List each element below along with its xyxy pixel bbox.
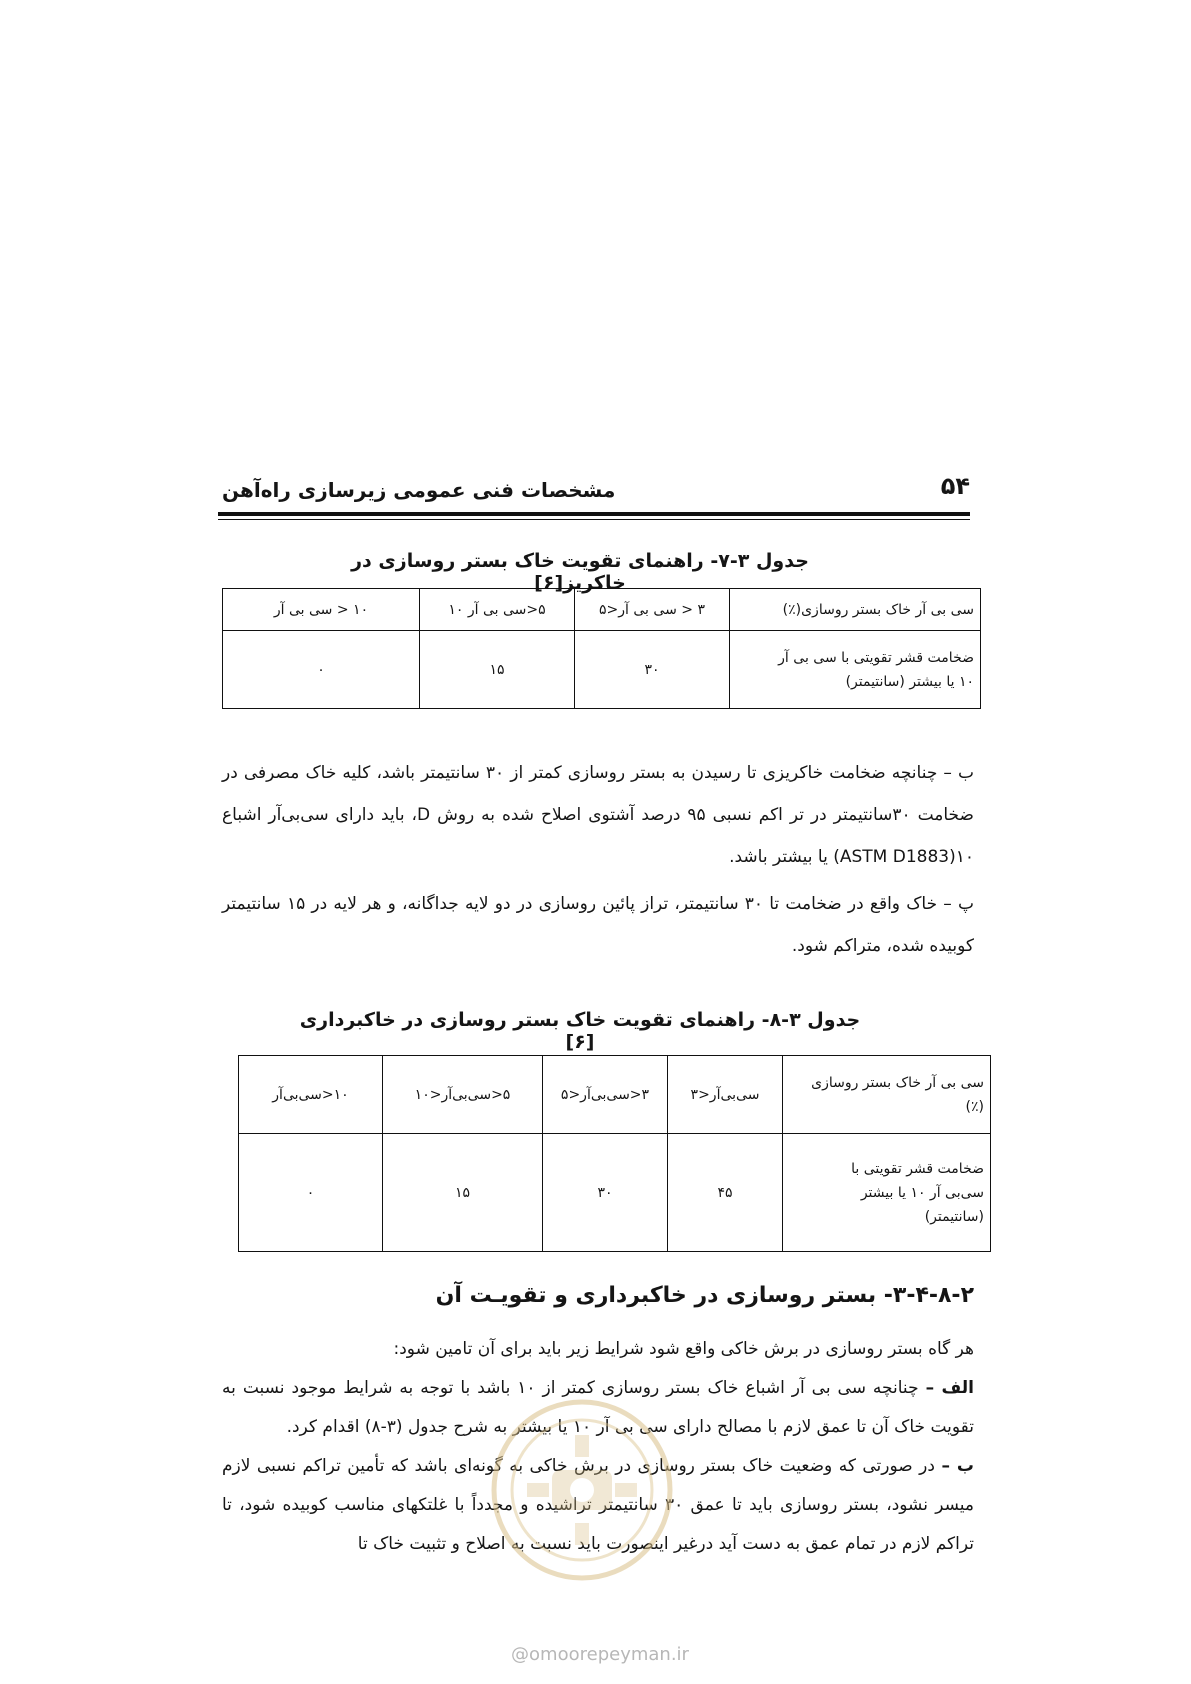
header-rule-thin [218,519,970,520]
table2-value-cell: ۰ [239,1134,383,1252]
table2-row-label-line: سی‌بی آر ۱۰ یا بیشتر [860,1184,984,1201]
section-intro: هر گاه بستر روسازی در برش خاکی واقع شود شرایط زیر باید برای آن تامین شود: [393,1339,974,1359]
table2-header-cell: ۳<سی‌بی‌آر<۵ [543,1056,668,1134]
page-header [218,470,970,510]
item-a-text: چنانچه سی بی آر اشباع خاک بستر روسازی کمتر از ۱۰ باشد با توجه به شرایط موجود نسبت به تقویت خاک آن تا عمق لازم با مصالح دارای سی بی آر ۱۰ یا بیشتر به شرح جدول (۳-۸) اقدام کرد. [222,1378,974,1437]
table1-data-row [223,631,981,709]
watermark-url-text: omoorepeyman.ir [529,1644,689,1665]
table2 [238,1055,991,1252]
watermark-seal-icon [487,1395,677,1585]
table2-header-cell: ۱۰<سی‌بی‌آر [239,1056,383,1134]
table2-value-cell: ۳۰ [543,1134,668,1252]
paragraph-b: ب – چنانچه ضخامت خاکریزی تا رسیدن به بستر روسازی کمتر از ۳۰ سانتیمتر باشد، کلیه خاک مصرفی در ضخامت ۳۰سانتیمتر در تر اکم نسبی ۹۵ درصد آشتوی اصلاح شده به روش D، باید دارای سی‌بی‌آر اشباع ۱۰(ASTM D1883) یا بیشتر باشد. [222,763,974,867]
table1-header-row [223,589,981,631]
table2-value-cell: ۱۵ [383,1134,543,1252]
table1-row-label-line: ۱۰ یا بیشتر (سانتیمتر) [845,673,974,690]
table1-header-cell: سی بی آر خاک بستر روسازی(٪) [730,589,981,631]
header-rule-thick [218,512,970,516]
table2-header-row [239,1056,991,1134]
table2-header-cell: ۵<سی‌بی‌آر<۱۰ [383,1056,543,1134]
table2-caption: جدول ۳-۸- راهنمای تقویت خاک بستر روسازی در خاکبرداری [۶] [299,1009,861,1053]
table1-header-cell: ۱۰ < سی بی آر [223,589,420,631]
page-number: ۵۴ [940,472,970,500]
table2-row-label-line: ضخامت قشر تقویتی با [851,1160,984,1177]
table1 [222,588,981,709]
table1-row-label-line: ضخامت قشر تقویتی با سی بی آر [778,649,974,666]
table2-row-label-line: (سانتیمتر) [924,1208,984,1225]
item-b-text: در صورتی که وضعیت خاک بستر روسازی در برش خاکی به گونه‌ای باشد که تأمین تراکم نسبی لازم میسر نشود، بستر روسازی باید تا عمق ۳۰ سانتیمتر تراشیده و مجدداً با غلتکهای مناسب کوبیده شود، تا تراکم لازم در تمام عمق به دست آید درغیر اینصورت باید نسبت به اصلاح و تثبیت خاک تا [222,1456,974,1554]
table1-value-cell: ۱۵ [420,631,575,709]
table1-value-cell: ۰ [223,631,420,709]
table2-header-cell: سی بی آر خاک بستر روسازی (٪) [783,1056,991,1134]
section-heading: ۳-۴-۸-۲- بستر روسازی در خاکبرداری و تقویـت آن [435,1283,974,1308]
item-a-label: الف – [925,1378,975,1398]
table2-row-label [783,1134,991,1252]
table1-value-cell: ۳۰ [575,631,730,709]
table1-header-cell: ۳ < سی بی آر<۵ [575,589,730,631]
paragraph-p: پ – خاک واقع در ضخامت تا ۳۰ سانتیمتر، تراز پائین روسازی در دو لایه جداگانه، و هر لایه در ۱۵ سانتیمتر کوبیده شده، متراکم شود. [222,894,974,956]
table1-caption: جدول ۳-۷- راهنمای تقویت خاک بستر روسازی در خاکریز[۶] [351,550,809,594]
table2-header-cell: سی‌بی‌آر<۳ [668,1056,783,1134]
table2-value-cell: ۴۵ [668,1134,783,1252]
watermark-url: @omoorepeyman.ir [511,1644,689,1665]
running-title: مشخصات فنی عمومی زیرسازی راه‌آهن [222,478,616,502]
table1-row-label [730,631,981,709]
item-b-label: ب – [941,1456,974,1476]
table2-data-row [239,1134,991,1252]
table1-header-cell: ۵<سی بی آر ۱۰ [420,589,575,631]
